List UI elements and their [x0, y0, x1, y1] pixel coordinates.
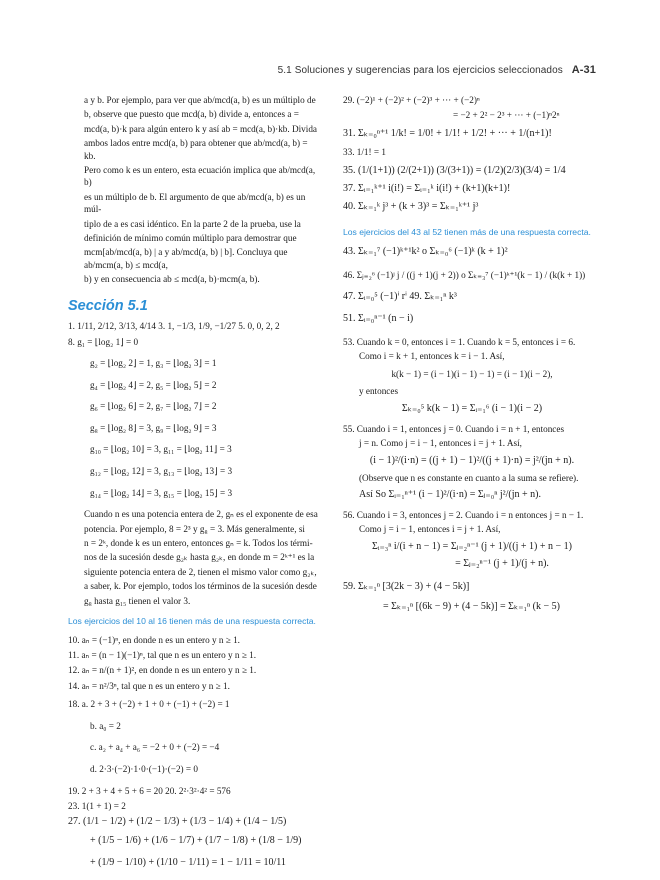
exercise-8 [68, 336, 320, 500]
text-line: siguiente potencia entera de 2, tienen el mismo valor como g₂ₖ, [84, 566, 317, 577]
exercise-line: g₁₂ = ⌊log₂ 12⌋ = 3, g₁₃ = ⌊log₂ 13⌋ = 3 [90, 466, 233, 477]
exercise-line: g₈ = ⌊log₂ 8⌋ = 3, g₉ = ⌊log₂ 9⌋ = 3 [90, 422, 217, 433]
page-header [278, 64, 596, 76]
header-title: 5.1 Soluciones y sugerencias para los ejercicios seleccionados [277, 65, 563, 76]
section-heading: Sección 5.1 [68, 297, 148, 314]
text-line: b, observe que puesto que mcd(a, b) divide a, entonces a = [84, 109, 299, 120]
equation: Así So Σᵢ₌₁ⁿ⁺¹ (i − 1)²/(i·n) = Σⱼ₌₀ⁿ j²/(jn + n). [359, 488, 541, 500]
exercise-23: 23. 1(1 + 1) = 2 [68, 800, 126, 811]
exercise-18d: d. 2·3·(−2)·1·0·(−1)·(−2) = 0 [90, 763, 198, 774]
text-line: Cuando n es una potencia entera de 2, gₙ es el exponente de esa [84, 509, 318, 520]
exercise-40: 40. Σₖ₌₁ᵏ j³ + (k + 3)³ = Σₖ₌₁ᵏ⁺¹ j³ [343, 201, 479, 213]
exercise-53 [343, 336, 601, 415]
exercise-14: 14. aₙ = n²/3ⁿ, tal que n es un entero y n ≥ 1. [68, 680, 230, 691]
note-multiple-answers: Los ejercicios del 43 al 52 tienen más de una respuesta correcta. [343, 226, 591, 237]
paragraph-powers-of-two [68, 508, 320, 607]
exercises-10-27 [68, 634, 320, 870]
exercise-56 [343, 509, 601, 571]
right-column [343, 94, 601, 616]
exercise-29: 29. (−2)¹ + (−2)² + (−2)³ + ··· + (−2)ⁿ [343, 95, 480, 105]
text-line: 56. Cuando i = 3, entonces j = 2. Cuando i = n entonces j = n − 1. [343, 509, 584, 520]
equation: (i − 1)²/(i·n) = ((j + 1) − 1)²/((j + 1)·n) = j²/(jn + n). [369, 454, 575, 466]
text-line: n = 2ᵏ, donde k es un entero, entonces gₙ = k. Todos los térmi- [84, 538, 313, 549]
exercise-19-20: 19. 2 + 3 + 4 + 5 + 6 = 20 20. 2²·3²·4² = 576 [68, 785, 231, 796]
text-line: mcd(a, b)·k para algún entero k y así ab = mcd(a, b)·kb. Divida [84, 123, 317, 134]
exercise-31: 31. Σₖ₌₀ⁿ⁺¹ 1/k! = 1/0! + 1/1! + 1/2! + ··· + 1/(n+1)! [343, 127, 552, 139]
exercise-18b: b. a₀ = 2 [90, 720, 121, 731]
exercise-59 [343, 581, 601, 614]
text-line: g₈ hasta g₁₅ tienen el valor 3. [84, 595, 191, 606]
text-line: Como j = i − 1, entonces i = j + 1. Así, [359, 524, 501, 535]
text-line: Como i = k + 1, entonces k = i − 1. Así, [359, 351, 505, 362]
exercise-line: g₄ = ⌊log₂ 4⌋ = 2, g₅ = ⌊log₂ 5⌋ = 2 [90, 379, 217, 390]
exercise-55 [343, 423, 601, 501]
equation: Σₖ₌₀⁵ k(k − 1) = Σᵢ₌₁⁶ (i − 1)(i − 2) [401, 402, 543, 414]
exercise-29-cont: = −2 + 2² − 2³ + ··· + (−1)ⁿ2ⁿ [453, 110, 560, 121]
text-line: j = n. Como j = i − 1, entonces i = j + 1. Así, [359, 438, 522, 449]
text-line: es un múltiplo de b. El argumento de que ab/mcd(a, b) es un múl- [84, 191, 306, 215]
equation: k(k − 1) = (i − 1)(i − 1) − 1) = (i − 1)(i − 2), [391, 368, 553, 379]
text-line: 53. Cuando k = 0, entonces i = 1. Cuando k = 5, entonces i = 6. [343, 336, 576, 347]
text-line: y entonces [359, 386, 399, 397]
exercise-line: g₁₄ = ⌊log₂ 14⌋ = 3, g₁₅ = ⌊log₂ 15⌋ = 3 [90, 487, 233, 498]
exercise-line: 8. g₁ = ⌊log₂ 1⌋ = 0 [68, 336, 139, 347]
equation: Σᵢ₌₃ⁿ i/(i + n − 1) = Σⱼ₌₂ⁿ⁻¹ (j + 1)/((j + 1) + n − 1) [372, 540, 572, 552]
note-multiple-answers: Los ejercicios del 10 al 16 tienen más de una respuesta correcta. [68, 616, 316, 627]
exercise-47-49: 47. Σᵢ₌₀⁵ (−1)ⁱ rⁱ 49. Σₖ₌₁ⁿ k³ [343, 291, 457, 303]
exercise-51: 51. Σᵢ₌₀ⁿ⁻¹ (n − i) [343, 313, 414, 325]
text-line: potencia. Por ejemplo, 8 = 2³ y g₈ = 3. Más generalmente, si [84, 523, 305, 534]
equation: 59. Σₖ₌₁ⁿ [3(2k − 3) + (4 − 5k)] [343, 580, 470, 592]
text-line: mcm[ab/mcd(a, b) | a y ab/mcd(a, b) | b]. Concluya que ab/mcm(a, b) ≤ mcd(a, [84, 247, 288, 270]
exercise-27-cont: + (1/9 − 1/10) + (1/10 − 1/11) = 1 − 1/11 = 10/11 [90, 857, 286, 869]
left-column [68, 94, 320, 880]
exercise-18a: 18. a. 2 + 3 + (−2) + 1 + 0 + (−1) + (−2) = 1 [68, 699, 230, 710]
page-number: A-31 [571, 64, 596, 76]
exercise-line: g₆ = ⌊log₂ 6⌋ = 2, g₇ = ⌊log₂ 7⌋ = 2 [90, 401, 217, 412]
paragraph-gcd-lcm [68, 94, 320, 286]
exercise-line: g₁₀ = ⌊log₂ 10⌋ = 3, g₁₁ = ⌊log₂ 11⌋ = 3 [90, 444, 232, 455]
text-line: tiplo de a es casi idéntico. En la parte 2 de la prueba, use la [84, 218, 301, 229]
equation: = Σₖ₌₁ⁿ [(6k − 9) + (4 − 5k)] = Σₖ₌₁ⁿ (k − 5) [383, 600, 560, 612]
exercise-43: 43. Σₖ₌₁⁷ (−1)ᵏ⁺¹k² o Σₖ₌₀⁶ (−1)ᵏ (k + 1)² [343, 246, 508, 258]
text-line: 55. Cuando i = 1, entonces j = 0. Cuando i = n + 1, entonces [343, 423, 565, 434]
exercise-1-3-5: 1. 1/11, 2/12, 3/13, 4/14 3. 1, −1/3, 1/9, −1/27 5. 0, 0, 2, 2 [68, 321, 280, 332]
exercise-37: 37. Σᵢ₌₁ᵏ⁺¹ i(i!) = Σᵢ₌₁ᵏ i(i!) + (k+1)(k+1)! [343, 183, 511, 195]
text-line: definición de mínimo común múltiplo para demostrar que [84, 233, 297, 244]
exercise-35: 35. (1/(1+1)) (2/(2+1)) (3/(3+1)) = (1/2)(2/3)(3/4) = 1/4 [343, 164, 566, 176]
exercise-10: 10. aₙ = (−1)ⁿ, en donde n es un entero y n ≥ 1. [68, 634, 240, 645]
exercise-27: 27. (1/1 − 1/2) + (1/2 − 1/3) + (1/3 − 1/4) + (1/4 − 1/5) [68, 816, 287, 828]
text-line: b) y en consecuencia ab ≤ mcd(a, b)·mcm(a, b). [84, 274, 260, 285]
text-line: a y b. Por ejemplo, para ver que ab/mcd(a, b) es un múltiplo de [84, 95, 316, 105]
text-line: ambos lados entre mcd(a, b) para obtener que ab/mcd(a, b) = kb. [84, 138, 308, 161]
exercise-27-cont: + (1/5 − 1/6) + (1/6 − 1/7) + (1/7 − 1/8) + (1/8 − 1/9) [90, 834, 302, 846]
exercise-33: 33. 1/1! = 1 [343, 147, 386, 158]
exercise-11: 11. aₙ = (n − 1)(−1)ⁿ, tal que n es un entero y n ≥ 1. [68, 649, 257, 660]
exercise-18c: c. a₂ + a₄ + a₆ = −2 + 0 + (−2) = −4 [90, 742, 220, 753]
text-line: (Observe que n es constante en cuanto a la suma se refiere). [359, 473, 579, 484]
text-line: nos de la sucesión desde g₂ₖ hasta g₂ₖ, en donde m = 2ᵏ⁺¹ es la [84, 552, 315, 563]
exercise-line: g₂ = ⌊log₂ 2⌋ = 1, g₃ = ⌊log₂ 3⌋ = 1 [90, 358, 217, 369]
exercise-12: 12. aₙ = n/(n + 1)², en donde n es un entero y n ≥ 1. [68, 665, 257, 676]
exercise-46: 46. Σⱼ₌₂⁶ (−1)ʲ j / ((j + 1)(j + 2)) o Σₖ₌₃⁷ (−1)ᵏ⁺¹(k − 1) / (k(k + 1)) [343, 269, 586, 280]
text-line: a saber, k. Por ejemplo, todos los términos de la sucesión desde [84, 581, 317, 592]
text-line: Pero como k es un entero, esta ecuación implica que ab/mcd(a, b) [84, 165, 316, 188]
equation: = Σⱼ₌₂ⁿ⁻¹ (j + 1)/(j + n). [455, 558, 549, 570]
